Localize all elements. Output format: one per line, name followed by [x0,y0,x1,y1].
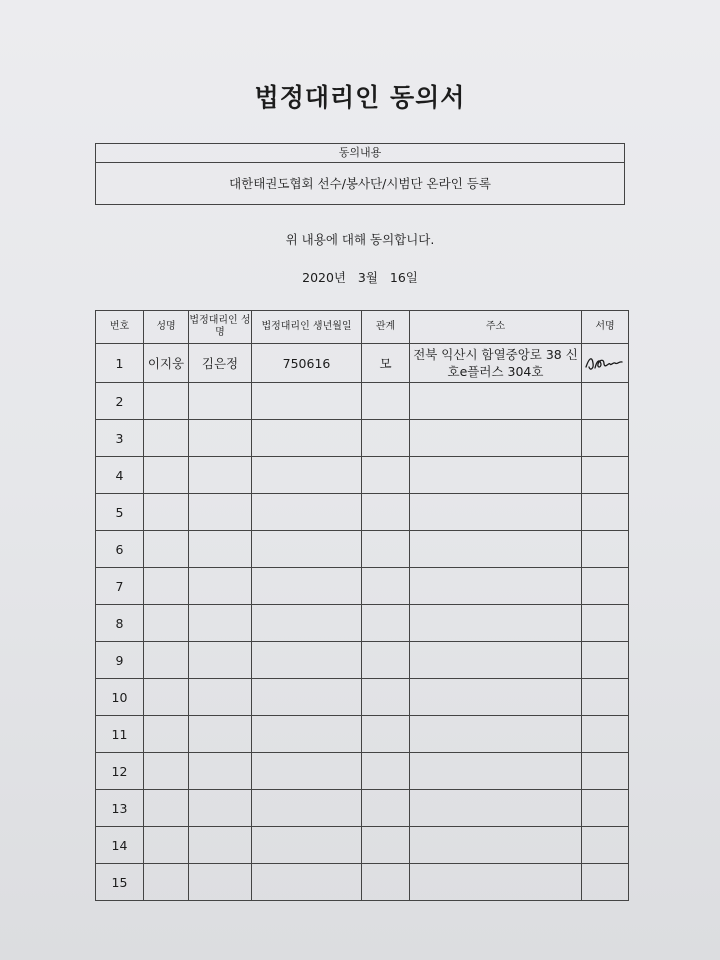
signature-cell [582,864,629,901]
document-title: 법정대리인 동의서 [254,83,466,112]
rep-name-cell: 김은정 [189,344,252,383]
rep-name-cell [189,642,252,679]
signature-cell [582,457,629,494]
relation-cell [362,753,410,790]
row-number-cell: 4 [96,457,144,494]
address-cell [410,864,582,901]
address-cell [410,790,582,827]
header-rep-name: 법정대리인 성명 [189,311,252,344]
rep-birth-cell [252,605,362,642]
address-cell [410,568,582,605]
row-number-cell: 2 [96,383,144,420]
table-row [96,457,629,494]
relation-cell [362,568,410,605]
consent-content-box [95,143,625,205]
consent-content-body: 대한태권도협회 선수/봉사단/시범단 온라인 등록 [229,176,491,191]
relation-cell [362,383,410,420]
rep-name-cell [189,827,252,864]
child-name-cell [144,457,189,494]
table-row [96,531,629,568]
row-number-cell: 10 [96,679,144,716]
signature-cell [582,827,629,864]
address-cell [410,531,582,568]
relation-cell [362,531,410,568]
rep-name-cell [189,457,252,494]
consent-content-header: 동의내용 [96,144,624,163]
relation-cell [362,420,410,457]
rep-birth-cell [252,568,362,605]
signature-cell [582,716,629,753]
address-cell [410,642,582,679]
child-name-cell [144,383,189,420]
signature-mark [583,350,627,376]
row-number-cell: 15 [96,864,144,901]
signature-cell [582,344,629,383]
rep-name-cell [189,531,252,568]
table-row [96,494,629,531]
table-header-row [96,311,629,344]
rep-birth-cell [252,753,362,790]
rep-birth-cell [252,420,362,457]
header-signature: 서명 [582,311,629,344]
relation-cell [362,494,410,531]
relation-cell [362,642,410,679]
child-name-cell [144,790,189,827]
rep-name-cell [189,790,252,827]
table-row [96,864,629,901]
signature-cell [582,753,629,790]
address-cell [410,494,582,531]
row-number-cell: 7 [96,568,144,605]
address-cell: 전북 익산시 함열중앙로 38 신호e플러스 304호 [410,344,582,383]
signature-cell [582,679,629,716]
relation-cell [362,605,410,642]
address-cell [410,383,582,420]
child-name-cell [144,568,189,605]
table-row [96,605,629,642]
rep-birth-cell [252,864,362,901]
row-number-cell: 12 [96,753,144,790]
relation-cell [362,790,410,827]
signature-cell [582,568,629,605]
header-name: 성명 [144,311,189,344]
child-name-cell [144,753,189,790]
rep-name-cell [189,753,252,790]
child-name-cell [144,531,189,568]
child-name-cell [144,494,189,531]
table-row [96,383,629,420]
row-number-cell: 8 [96,605,144,642]
rep-birth-cell [252,494,362,531]
relation-cell [362,827,410,864]
table-row [96,716,629,753]
rep-name-cell [189,420,252,457]
relation-cell [362,457,410,494]
address-cell [410,827,582,864]
rep-birth-cell [252,457,362,494]
address-cell [410,605,582,642]
rep-birth-cell [252,531,362,568]
header-no: 번호 [96,311,144,344]
child-name-cell [144,716,189,753]
table-row [96,568,629,605]
relation-cell [362,679,410,716]
rep-name-cell [189,383,252,420]
row-number-cell: 11 [96,716,144,753]
consent-date: 2020년 3월 16일 [302,270,418,285]
rep-birth-cell [252,790,362,827]
row-number-cell: 1 [96,344,144,383]
child-name-cell [144,642,189,679]
row-number-cell: 13 [96,790,144,827]
row-number-cell: 6 [96,531,144,568]
rep-name-cell [189,716,252,753]
rep-birth-cell [252,642,362,679]
relation-cell [362,716,410,753]
signature-cell [582,531,629,568]
table-row [96,679,629,716]
relation-cell [362,864,410,901]
table-row [96,827,629,864]
child-name-cell: 이지웅 [144,344,189,383]
header-rep-birth: 법정대리인 생년월일 [252,311,362,344]
signature-cell [582,605,629,642]
address-cell [410,679,582,716]
guardian-table [95,310,629,901]
rep-name-cell [189,494,252,531]
address-cell [410,457,582,494]
child-name-cell [144,827,189,864]
rep-name-cell [189,679,252,716]
table-row [96,420,629,457]
signature-cell [582,790,629,827]
rep-birth-cell [252,383,362,420]
signature-cell [582,420,629,457]
row-number-cell: 3 [96,420,144,457]
agreement-statement: 위 내용에 대해 동의합니다. [285,232,435,247]
address-cell [410,753,582,790]
table-row [96,790,629,827]
table-row [96,642,629,679]
rep-birth-cell: 750616 [252,344,362,383]
row-number-cell: 14 [96,827,144,864]
child-name-cell [144,420,189,457]
signature-cell [582,494,629,531]
relation-cell: 모 [362,344,410,383]
table-row [96,344,629,383]
address-cell [410,716,582,753]
rep-birth-cell [252,679,362,716]
rep-name-cell [189,568,252,605]
rep-name-cell [189,605,252,642]
row-number-cell: 9 [96,642,144,679]
table-row [96,753,629,790]
rep-birth-cell [252,827,362,864]
child-name-cell [144,864,189,901]
rep-birth-cell [252,716,362,753]
address-cell [410,420,582,457]
row-number-cell: 5 [96,494,144,531]
signature-cell [582,383,629,420]
header-relation: 관계 [362,311,410,344]
header-address: 주소 [410,311,582,344]
rep-name-cell [189,864,252,901]
child-name-cell [144,605,189,642]
child-name-cell [144,679,189,716]
signature-cell [582,642,629,679]
